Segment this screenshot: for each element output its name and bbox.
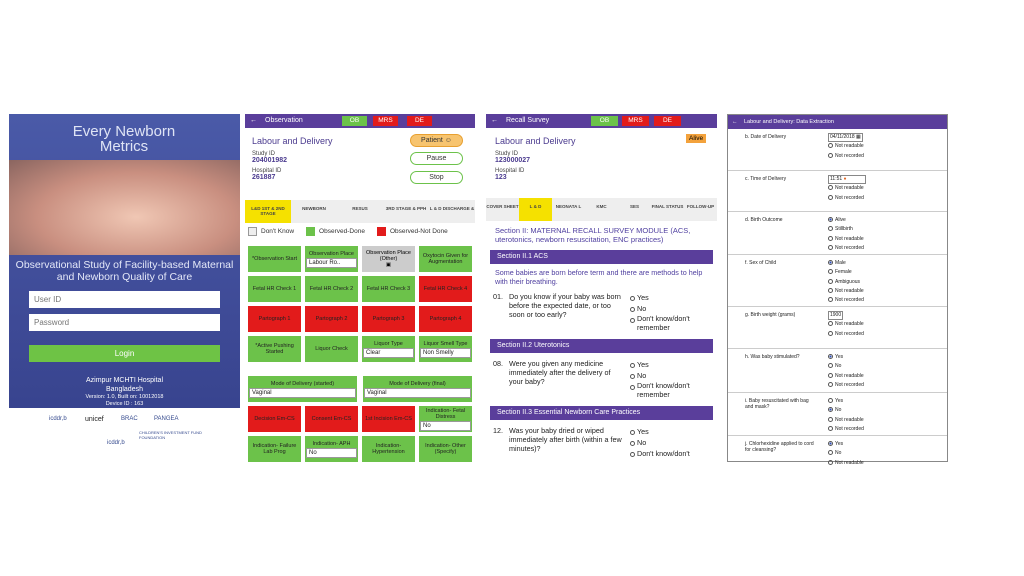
section-enc: Section II.3 Essential Newborn Care Practices [490, 406, 713, 420]
mode-final-cell[interactable] [363, 376, 472, 402]
opt: Not recorded [835, 297, 864, 304]
patient-button[interactable] [410, 134, 463, 147]
acs-intro: Some babies are born before term and there are methods to help with their breathing. [495, 268, 703, 286]
radio[interactable] [828, 153, 833, 158]
version-text: Version: 1.0, Built on: 10012018 [85, 394, 164, 400]
header-title: Observation [265, 117, 303, 124]
row-birth-weight [728, 307, 947, 349]
opt: No [835, 407, 842, 414]
legend-swatch-not-done [377, 227, 386, 236]
label: Indication- APH [312, 440, 351, 447]
date-input[interactable] [828, 133, 863, 142]
mrs-tab[interactable]: MRS [373, 116, 398, 126]
radio[interactable] [828, 269, 833, 274]
tab-newborn[interactable]: NEWBORN [302, 206, 326, 211]
label: Liquor Smell Type [423, 340, 468, 347]
row-label: d. Birth Outcome [745, 217, 783, 223]
cell-other[interactable]: Indication- Other (Specify) [419, 436, 472, 462]
radio[interactable] [828, 426, 833, 431]
tab-ld-1st-2nd[interactable]: L&D 1ST & 2ND STAGE [245, 200, 291, 223]
q-options [630, 292, 699, 332]
tab-final[interactable]: FINAL STATUS [651, 204, 684, 209]
ciff-logo: CHILDREN'S INVESTMENT FUND FOUNDATION [139, 430, 202, 440]
observation-screen [245, 114, 475, 462]
study-id-value: 204001982 [252, 157, 288, 164]
study-id-label: Study ID [252, 151, 276, 157]
radio[interactable] [828, 460, 833, 465]
question-12 [493, 426, 710, 459]
row-options [828, 175, 866, 203]
opt-no: No [637, 438, 647, 447]
mode-final-dropdown[interactable]: Vaginal [364, 388, 471, 398]
tab-resus[interactable]: RESUS [352, 206, 368, 211]
date-value: 04/11/2018 [830, 134, 855, 140]
opt-no: No [637, 371, 647, 380]
opt: Not readable [835, 372, 864, 379]
opt: No [835, 450, 842, 457]
opt: Ambiguous [835, 278, 861, 285]
radio[interactable] [828, 441, 833, 446]
time-input[interactable] [828, 175, 866, 184]
tab-ld[interactable]: L & D [519, 198, 552, 221]
opt-yes: Yes [637, 293, 649, 302]
unicef-logo: unicef [85, 416, 104, 423]
opt-no: No [637, 304, 647, 313]
hero-image [9, 160, 240, 255]
partner-logos [9, 408, 240, 462]
opt: Yes [835, 398, 844, 404]
row-date [728, 129, 947, 171]
study-id-label: Study ID [495, 151, 519, 157]
radio-no[interactable] [630, 307, 635, 312]
recall-survey-screen [486, 114, 717, 462]
opt: Not readable [835, 143, 864, 150]
tab-kmc[interactable]: KMC [596, 204, 607, 209]
opt: Not recorded [835, 244, 864, 251]
survey-tabs [486, 198, 717, 221]
app-title: Every Newborn Metrics [72, 123, 176, 155]
cell-consent-emcs[interactable]: Consent Em-CS [305, 406, 358, 432]
row-options [828, 259, 864, 305]
password-input[interactable] [29, 314, 220, 331]
liquor-type-dropdown[interactable]: Clear [363, 348, 414, 358]
radio[interactable] [828, 297, 833, 302]
cell-failure-lab-prog[interactable]: Indication- Failure Lab Prog [248, 436, 301, 462]
q-num: 12. [493, 426, 503, 435]
q-num: 08. [493, 359, 503, 368]
legend-done: Observed-Done [319, 228, 365, 235]
opt: Not readable [835, 416, 864, 423]
legend-not-done: Observed-Not Done [389, 228, 448, 235]
label: Indication- Fetal Distress [425, 407, 466, 420]
mrs-tab[interactable]: MRS [622, 116, 649, 126]
hospital-id-label: Hospital ID [495, 168, 525, 174]
radio-yes[interactable] [630, 430, 635, 435]
icddrb-logo-2: icddr,b [107, 440, 125, 446]
user-id-input[interactable] [29, 291, 220, 308]
opt-dk: Don't know/don't remember [637, 381, 690, 399]
opt: Not recorded [835, 330, 864, 337]
radio[interactable] [828, 217, 833, 222]
tab-3rd-stage[interactable]: 3RD STAGE & PPH [385, 206, 427, 211]
row-resuscitated [728, 393, 947, 436]
app-header [486, 114, 717, 128]
pause-button[interactable]: Pause [410, 152, 463, 165]
row-sex [728, 255, 947, 307]
opt-yes: Yes [637, 360, 649, 369]
login-button[interactable]: Login [29, 345, 220, 362]
mode-started-dropdown[interactable]: Vaginal [249, 388, 356, 398]
cell-active-pushing[interactable]: *Active Pushing Started [248, 336, 301, 362]
q-text: Was your baby dried or wiped immediately after birth (within a few minutes)? [509, 426, 622, 453]
device-id: Device ID : 163 [105, 401, 144, 407]
opt-dk-cut: Don't know/don't [637, 449, 690, 458]
liquor-smell-dropdown[interactable]: Non Smelly [420, 348, 471, 358]
cell-fhr-1[interactable]: Fetal HR Check 1 [248, 276, 301, 302]
cell-observation-start[interactable]: *Observation Start [248, 246, 301, 272]
opt: Stillbirth [835, 226, 853, 233]
question-08 [493, 359, 710, 399]
cell-partograph-3[interactable]: Partograph 3 [362, 306, 415, 332]
q-text: Were you given any medicine immediately after the delivery of your baby? [509, 359, 611, 386]
row-options [828, 216, 864, 253]
legend-unknown: Don't Know [261, 228, 295, 235]
baby-icon: ☺ [444, 137, 452, 144]
radio[interactable] [828, 185, 833, 190]
radio-yes[interactable] [630, 296, 635, 301]
app-header [728, 115, 947, 129]
back-arrow-icon[interactable]: ← [250, 117, 257, 124]
app-header [245, 114, 475, 128]
label: Mode of Delivery (started) [270, 380, 335, 387]
row-birth-outcome [728, 212, 947, 255]
radio[interactable] [828, 279, 833, 284]
cell-oxytocin[interactable]: Oxytocin Given for Augmentation [419, 246, 472, 272]
section-title: Labour and Delivery [495, 136, 576, 146]
opt: Not readable [835, 185, 864, 192]
cell-liquor-smell[interactable] [419, 336, 472, 362]
opt: Not recorded [835, 381, 864, 388]
stop-button[interactable]: Stop [410, 171, 463, 184]
hospital-name: Azimpur MCHTI Hospital [85, 377, 163, 384]
ob-tab[interactable]: OB [591, 116, 618, 126]
radio[interactable] [828, 236, 833, 241]
hospital-id-value: 261887 [252, 174, 276, 181]
opt: Not readable [835, 287, 864, 294]
radio[interactable] [828, 417, 833, 422]
radio-no[interactable] [630, 374, 635, 379]
radio[interactable] [828, 331, 833, 336]
icddrb-logo: icddr,b [49, 416, 67, 422]
cell-partograph-1[interactable]: Partograph 1 [248, 306, 301, 332]
row-label: j. Chlorhexidine applied to cord for cleansing? [745, 441, 814, 453]
opt: Not readable [835, 459, 864, 466]
label: Mode of Delivery (final) [389, 380, 446, 387]
clock-icon[interactable]: ● [843, 176, 847, 182]
row-label: c. Time of Delivery [745, 176, 787, 182]
cell-fhr-4[interactable]: Fetal HR Check 4 [419, 276, 472, 302]
radio-no[interactable] [630, 441, 635, 446]
radio[interactable] [828, 245, 833, 250]
cell-incision-emcs[interactable]: 1st Incision Em-CS [362, 406, 415, 432]
tab-follow-up[interactable]: FOLLOW-UP [686, 204, 715, 209]
label: Liquor Type [374, 340, 403, 347]
back-arrow-icon[interactable]: ← [491, 117, 498, 124]
calendar-icon[interactable]: ▦ [856, 134, 861, 140]
cs-grid [248, 406, 472, 462]
row-label: i. Baby resuscitated with bag and mask? [745, 398, 809, 410]
label: Observation Place (Other) [366, 250, 411, 262]
header-title: Recall Survey [506, 117, 550, 124]
question-01 [493, 292, 710, 332]
radio[interactable] [828, 288, 833, 293]
survey-body [486, 250, 717, 459]
tab-ses[interactable]: SES [629, 204, 639, 209]
cell-hypertension[interactable]: Indication- Hypertension [362, 436, 415, 462]
radio[interactable] [828, 143, 833, 148]
weight-input[interactable]: 1900 [830, 312, 842, 318]
observation-grid [248, 246, 472, 362]
time-value: 11:51 [830, 176, 843, 182]
alive-badge: Alive [686, 134, 706, 143]
row-label: f. Sex of Child [745, 260, 777, 266]
row-options [828, 133, 864, 161]
country-name: Bangladesh [106, 386, 143, 393]
opt-yes: Yes [637, 427, 649, 436]
cell-fhr-3[interactable]: Fetal HR Check 3 [362, 276, 415, 302]
aph-dropdown[interactable]: No [306, 448, 357, 458]
opt-dk: Don't know/don't remember [637, 314, 690, 332]
fetal-distress-dropdown[interactable]: No [420, 421, 471, 431]
radio[interactable] [828, 398, 833, 403]
section-title: Labour and Delivery [252, 136, 333, 146]
module-title: Section II: MATERNAL RECALL SURVEY MODULE (ACS, uterotonics, newborn resuscitation, ENC practices) [495, 226, 691, 244]
data-extraction-screen [727, 114, 948, 466]
radio[interactable] [828, 373, 833, 378]
cell-fetal-distress[interactable] [419, 406, 472, 432]
tab-discharge[interactable]: L & D DISCHARGE & [429, 206, 475, 211]
de-tab[interactable]: DE [407, 116, 432, 126]
opt: Alive [835, 217, 846, 223]
row-options [828, 440, 864, 468]
legend-swatch-unknown [248, 227, 257, 236]
opt: Not recorded [835, 152, 864, 159]
brac-logo: BRAC [121, 416, 138, 422]
de-tab[interactable]: DE [654, 116, 681, 126]
radio-dk[interactable] [630, 318, 635, 323]
login-screen [9, 114, 240, 462]
radio[interactable] [828, 354, 833, 359]
row-label: h. Was baby stimulated? [745, 354, 800, 360]
radio[interactable] [828, 195, 833, 200]
tab-neonatal[interactable]: NEONATA L [555, 204, 582, 209]
pangea-logo: PANGEA [154, 416, 179, 422]
opt: Yes [835, 354, 844, 360]
section-acs: Section II.1 ACS [490, 250, 713, 264]
cell-liquor-type[interactable] [362, 336, 415, 362]
cell-fhr-2[interactable]: Fetal HR Check 2 [305, 276, 358, 302]
mode-row [248, 376, 472, 402]
radio[interactable] [828, 226, 833, 231]
back-arrow-icon[interactable]: ← [732, 119, 738, 125]
mode-started-cell[interactable] [248, 376, 357, 402]
radio[interactable] [828, 321, 833, 326]
tab-cover[interactable]: COVER SHEET [486, 204, 519, 209]
radio[interactable] [828, 382, 833, 387]
cell-liquor-check[interactable]: Liquor Check [305, 336, 358, 362]
row-options [828, 353, 864, 390]
opt: Not readable [835, 235, 864, 242]
hospital-id-value: 123 [495, 174, 507, 181]
opt: Not readable [835, 321, 864, 328]
radio[interactable] [828, 407, 833, 412]
ob-tab[interactable]: OB [342, 116, 367, 126]
stage-tabs [245, 200, 475, 223]
hospital-id-label: Hospital ID [252, 168, 282, 174]
q-text: Do you know if your baby was born before the expected date, or too soon or too early? [509, 292, 621, 319]
opt: Not recorded [835, 194, 864, 201]
radio[interactable] [828, 363, 833, 368]
radio-dk[interactable] [630, 385, 635, 390]
radio-yes[interactable] [630, 363, 635, 368]
section-uterotonics: Section II.2 Uterotonics [490, 339, 713, 353]
header-title: Labour and Delivery: Data Extraction [744, 119, 834, 125]
q-options [630, 359, 699, 399]
cell-partograph-2[interactable]: Partograph 2 [305, 306, 358, 332]
row-chlorhexidine [728, 436, 947, 476]
patient-label: Patient [421, 137, 443, 144]
cell-observation-place[interactable] [305, 246, 358, 272]
radio[interactable] [828, 260, 833, 265]
radio-dk[interactable] [630, 452, 635, 457]
label: Observation Place [309, 250, 354, 257]
legend-swatch-done [306, 227, 315, 236]
cell-aph[interactable] [305, 436, 358, 462]
study-title: Observational Study of Facility-based Maternal and Newborn Quality of Care [15, 259, 234, 283]
radio[interactable] [828, 450, 833, 455]
save-icon[interactable]: ▣ [385, 262, 392, 268]
opt: Not recorded [835, 425, 864, 432]
opt: Male [835, 260, 846, 266]
q-num: 01. [493, 292, 503, 301]
row-options [828, 397, 864, 434]
row-options [828, 311, 864, 339]
q-options [630, 426, 690, 459]
opt: Yes [835, 441, 844, 447]
row-label: g. Birth weight (grams) [745, 312, 796, 318]
cell-decision-emcs[interactable]: Decision Em-CS [248, 406, 301, 432]
opt: No [835, 363, 842, 370]
cell-observation-place-other[interactable] [362, 246, 415, 272]
cell-partograph-4[interactable]: Partograph 4 [419, 306, 472, 332]
opt: Female [835, 269, 852, 276]
legend [248, 227, 448, 236]
row-label: b. Date of Delivery [745, 134, 787, 140]
row-stimulated [728, 349, 947, 393]
row-time [728, 171, 947, 212]
study-id-value: 123000027 [495, 157, 531, 164]
place-dropdown[interactable]: Labour Ro.. [306, 258, 357, 268]
